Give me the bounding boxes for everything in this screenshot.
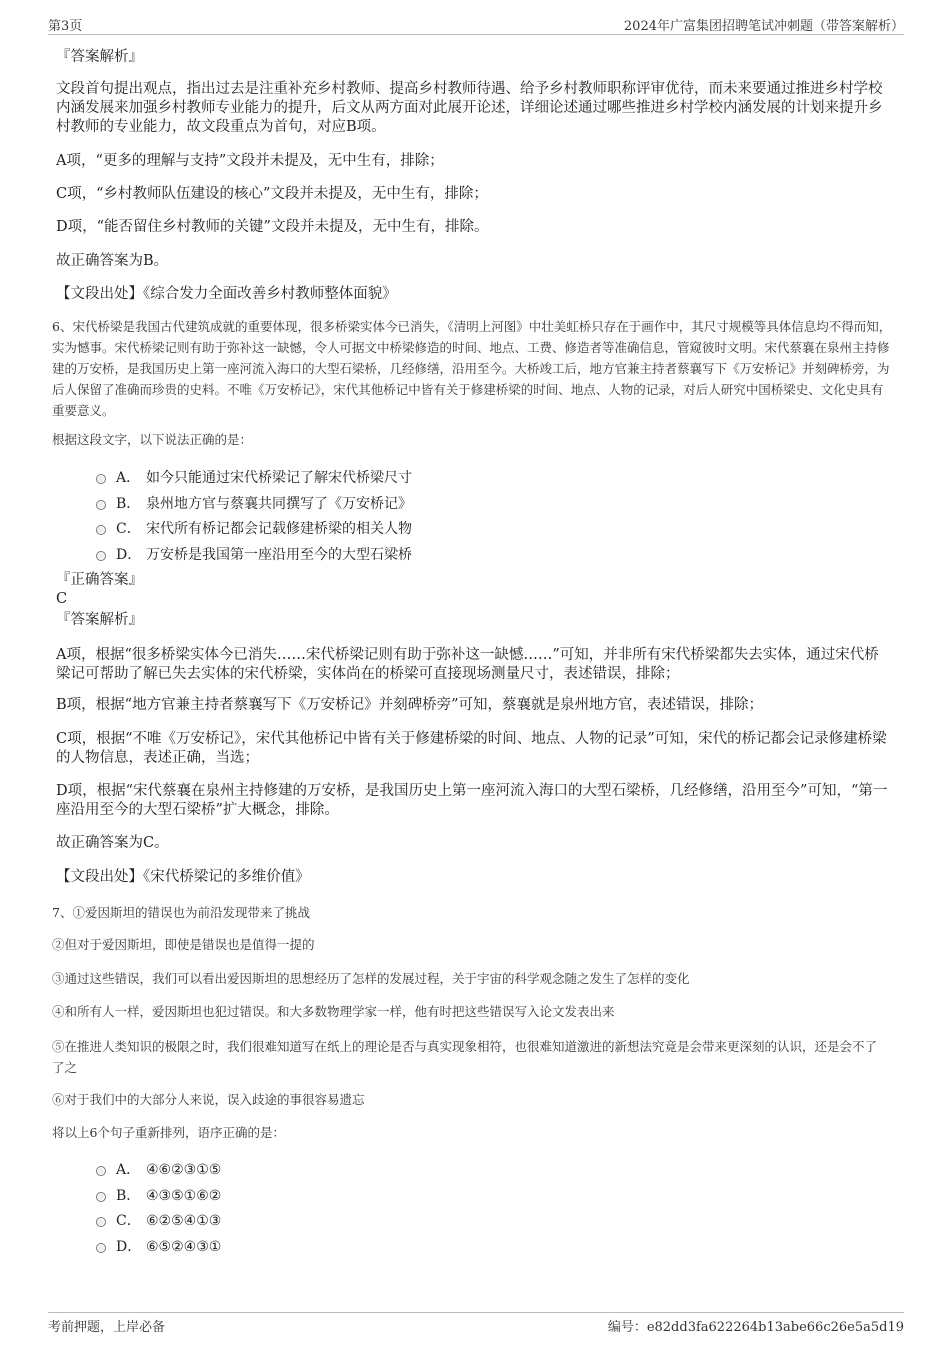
q6-option-b[interactable]: B． 泉州地方官与蔡襄共同撰写了《万安桥记》 bbox=[96, 493, 412, 513]
q5-analysis-paragraph: 文段首句提出观点，指出过去是注重补充乡村教师、提高乡村教师待遇、给予乡村教师职称评审优待，而未来要通过推进乡村学校内涵发展来加强乡村教师专业能力的提升，后文从两方面对此展开论述，详细论述通过哪些推进乡村学校内涵发展的计划来提升乡村教师的专业能力，故文段重点为首句，对应B项。 bbox=[56, 81, 883, 135]
q7-option-c[interactable]: C． ⑥②⑤④①③ bbox=[96, 1210, 221, 1230]
radio-button-icon[interactable] bbox=[96, 551, 106, 561]
radio-button-icon[interactable] bbox=[96, 500, 106, 510]
q5-analysis-option-a: A项，“更多的理解与支持”文段并未提及，无中生有，排除； bbox=[56, 153, 444, 169]
page-header bbox=[48, 12, 904, 35]
page-footer bbox=[48, 1312, 904, 1335]
q7-option-b[interactable]: B． ④③⑤①⑥② bbox=[96, 1185, 221, 1205]
document-title: 2024年广富集团招聘笔试冲刺题（带答案解析） bbox=[623, 19, 904, 34]
q7-sentence-5: ⑤在推进人类知识的极限之时，我们很难知道写在纸上的理论是否与真实现象相符，也很难知道激进的新想法究竟是会带来更深刻的认识，还是会不了了之 bbox=[52, 1039, 878, 1075]
q7-sentence-6: ⑥对于我们中的大部分人来说，误入歧途的事很容易遗忘 bbox=[52, 1092, 365, 1107]
radio-button-icon[interactable] bbox=[96, 525, 106, 535]
q7-sentence-1: 7、①爱因斯坦的错误也为前沿发现带来了挑战 bbox=[52, 905, 310, 920]
q6-answer-heading: 『正确答案』 bbox=[56, 572, 143, 588]
q7-option-a[interactable]: A． ④⑥②③①⑤ bbox=[96, 1159, 221, 1179]
q7-sentence-2: ②但对于爱因斯坦，即使是错误也是值得一提的 bbox=[52, 937, 315, 952]
q6-option-a[interactable]: A． 如今只能通过宋代桥梁记了解宋代桥梁尺寸 bbox=[96, 467, 412, 487]
q7-sentence-4: ④和所有人一样，爱因斯坦也犯过错误。和大多数物理学家一样，他有时把这些错误写入论文发表出来 bbox=[52, 1004, 615, 1019]
q7-sentence-3: ③通过这些错误，我们可以看出爱因斯坦的思想经历了怎样的发展过程，关于宇宙的科学观念随之发生了怎样的变化 bbox=[52, 971, 690, 986]
q6-answer: C bbox=[56, 591, 68, 607]
q6-conclusion: 故正确答案为C。 bbox=[56, 835, 169, 851]
q6-analysis-heading: 『答案解析』 bbox=[56, 612, 143, 628]
q5-analysis-option-d: D项，“能否留住乡村教师的关键”文段并未提及，无中生有，排除。 bbox=[56, 219, 489, 235]
radio-button-icon[interactable] bbox=[96, 1217, 106, 1227]
q5-analysis-heading: 『答案解析』 bbox=[56, 49, 143, 65]
radio-button-icon[interactable] bbox=[96, 474, 106, 484]
q6-source: 【文段出处】《宋代桥梁记的多维价值》 bbox=[56, 869, 310, 885]
q7-option-d[interactable]: D． ⑥⑤②④③① bbox=[96, 1236, 221, 1256]
q6-prompt: 根据这段文字，以下说法正确的是： bbox=[52, 432, 253, 447]
radio-button-icon[interactable] bbox=[96, 1166, 106, 1176]
footer-slogan: 考前押题，上岸必备 bbox=[48, 1320, 166, 1335]
radio-button-icon[interactable] bbox=[96, 1243, 106, 1253]
q6-option-c[interactable]: C． 宋代所有桥记都会记载修建桥梁的相关人物 bbox=[96, 518, 412, 538]
q5-source: 【文段出处】《综合发力全面改善乡村教师整体面貌》 bbox=[56, 286, 397, 302]
page-number: 第3页 bbox=[48, 19, 83, 34]
q6-option-d[interactable]: D． 万安桥是我国第一座沿用至今的大型石梁桥 bbox=[96, 544, 412, 564]
q5-analysis-option-c: C项，“乡村教师队伍建设的核心”文段并未提及，无中生有，排除； bbox=[56, 186, 488, 202]
q6-analysis-option-b: B项，根据“地方官兼主持者蔡襄写下《万安桥记》并刻碑桥旁”可知，蔡襄就是泉州地方官，表述错误，排除； bbox=[56, 697, 763, 713]
q6-analysis-option-a: A项，根据“很多桥梁实体今已消失……宋代桥梁记则有助于弥补这一缺憾……”可知，并非所有宋代桥梁都失去实体，通过宋代桥梁记可帮助了解已失去实体的宋代桥梁，实体尚在的桥梁可直接现场测量尺寸，表述错误，排除； bbox=[56, 647, 879, 682]
footer-code: 编号：e82dd3fa622264b13abe66c26e5a5d19 bbox=[607, 1320, 904, 1335]
q6-stem: 6、宋代桥梁是我国古代建筑成就的重要体现，很多桥梁实体今已消失，《清明上河图》中壮美虹桥只存在于画作中，其尺寸规模等具体信息均不得而知，实为憾事。宋代桥梁记则有助于弥补这一缺憾，令人可据文中桥梁修造的时间、地点、工费、修造者等准确信息，管窥彼时文明。宋代蔡襄在泉州主持修建的万安桥，是我国历史上第一座河流入海口的大型石梁桥，几经修缮，沿用至今。大桥竣工后，地方官兼主持者蔡襄写下《万安桥记》并刻碑桥旁，为后人保留了准确而珍贵的史料。不唯《万安桥记》，宋代其他桥记中皆有关于修建桥梁的时间、地点、人物的记录，对后人研究中国桥梁史、文化史具有重要意义。 bbox=[52, 319, 892, 418]
q7-prompt: 将以上6个句子重新排列，语序正确的是： bbox=[52, 1125, 285, 1140]
q5-conclusion: 故正确答案为B。 bbox=[56, 253, 169, 269]
radio-button-icon[interactable] bbox=[96, 1192, 106, 1202]
q6-analysis-option-c: C项，根据“不唯《万安桥记》，宋代其他桥记中皆有关于修建桥梁的时间、地点、人物的记录”可知，宋代的桥记都会记录修建桥梁的人物信息，表述正确，当选； bbox=[56, 731, 887, 766]
q6-analysis-option-d: D项，根据“宋代蔡襄在泉州主持修建的万安桥，是我国历史上第一座河流入海口的大型石梁桥，几经修缮，沿用至今”可知，“第一座沿用至今的大型石梁桥”扩大概念，排除。 bbox=[56, 783, 888, 818]
